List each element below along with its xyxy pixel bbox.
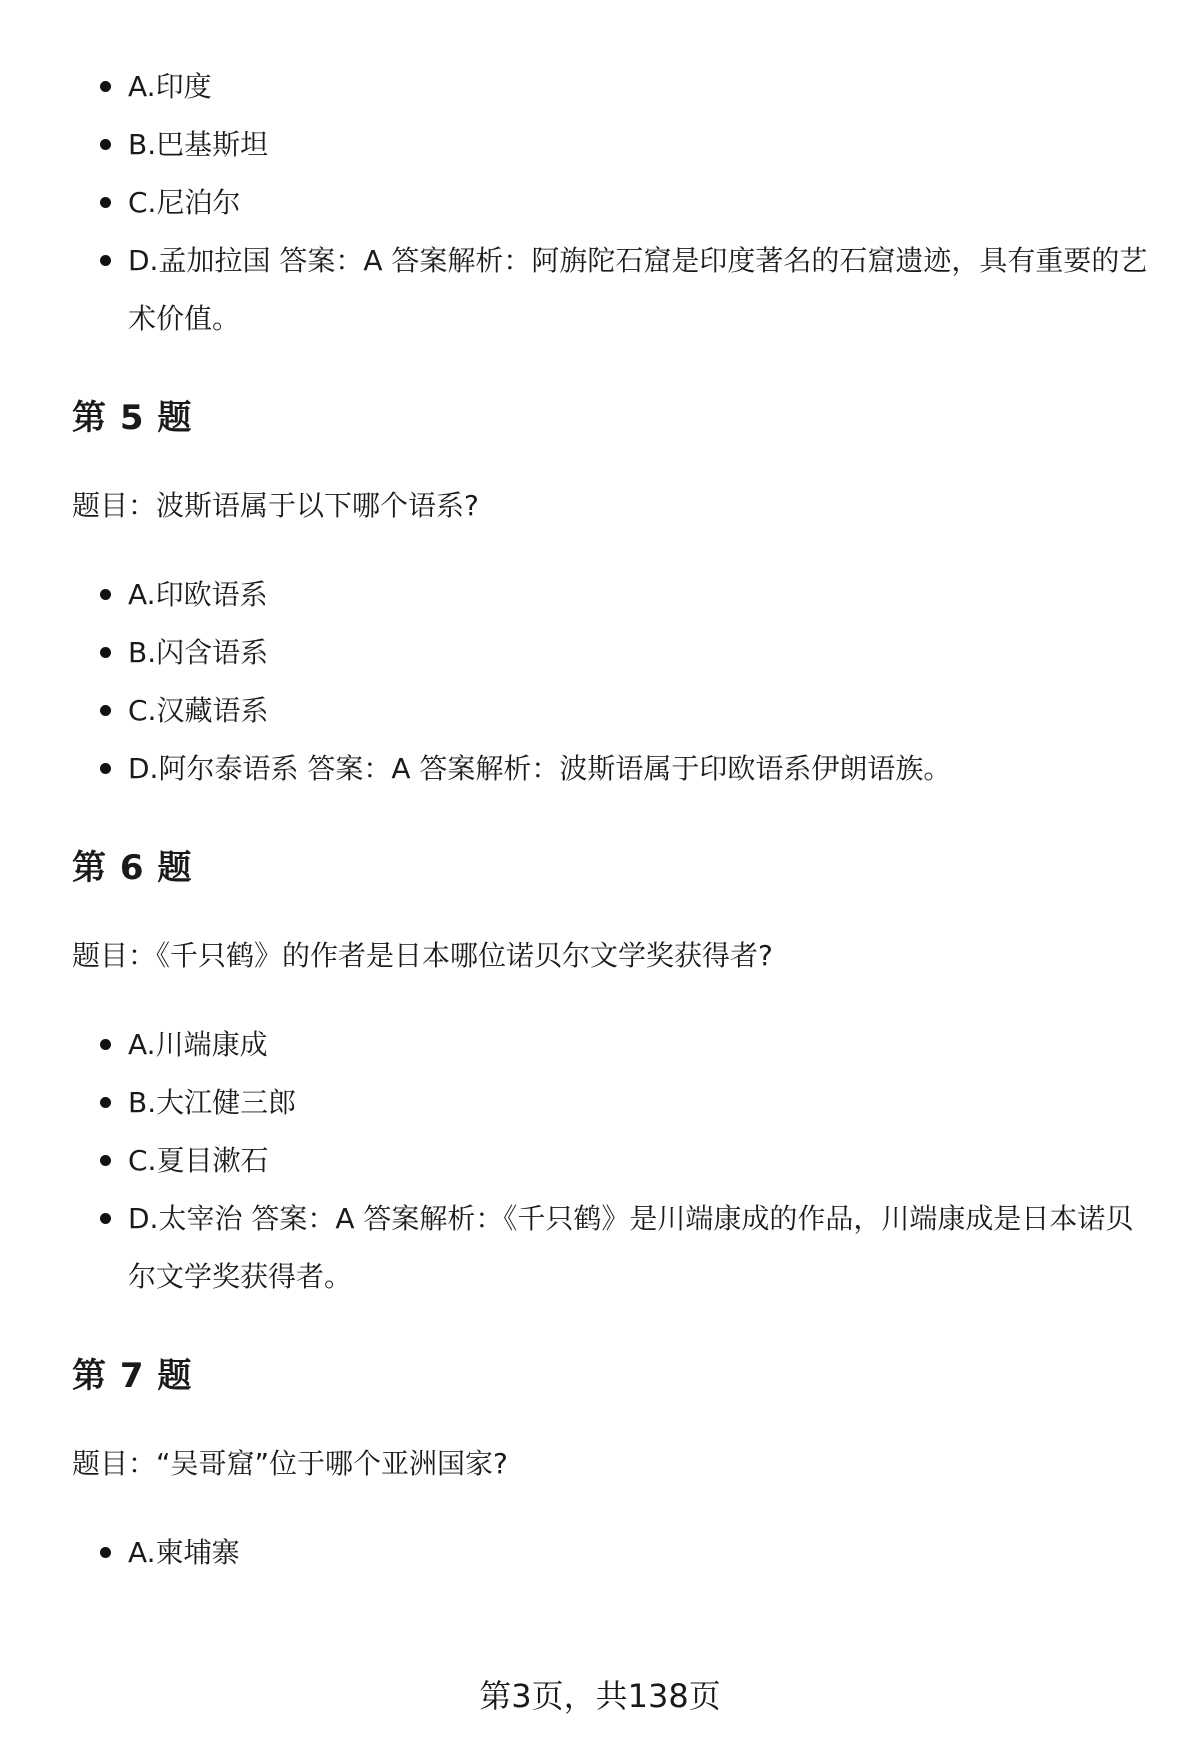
option-label: A.印欧语系 [128, 578, 268, 611]
option-label: D.孟加拉国 答案：A 答案解析：阿旃陀石窟是印度著名的石窟遗迹，具有重要的艺术价值。 [128, 244, 1148, 335]
bullet-icon [100, 763, 111, 774]
page-content [72, 58, 1152, 1582]
option-c [72, 1132, 1152, 1190]
question-options [72, 1524, 1152, 1582]
option-label: A.印度 [128, 70, 212, 103]
bullet-icon [100, 1039, 111, 1050]
option-label: D.太宰治 答案：A 答案解析：《千只鹤》是川端康成的作品，川端康成是日本诺贝尔文学奖获得者。 [128, 1202, 1134, 1293]
bullet-icon [100, 1213, 111, 1224]
option-label: B.巴基斯坦 [128, 128, 269, 161]
question-options [72, 1016, 1152, 1306]
option-d-with-answer [72, 740, 1152, 798]
question-stem: 题目：《千只鹤》的作者是日本哪位诺贝尔文学奖获得者? [72, 939, 773, 972]
option-label: C.尼泊尔 [128, 186, 241, 219]
question-heading: 第 6 题 [72, 848, 193, 888]
bullet-icon [100, 705, 111, 716]
question-stem: 题目：“吴哥窟”位于哪个亚洲国家? [72, 1447, 508, 1480]
question-heading: 第 7 题 [72, 1356, 193, 1396]
bullet-icon [100, 1547, 111, 1558]
bullet-icon [100, 589, 111, 600]
option-a [72, 1524, 1152, 1582]
option-a [72, 1016, 1152, 1074]
bullet-icon [100, 139, 111, 150]
question-6 [72, 848, 1152, 1306]
bullet-icon [100, 81, 111, 92]
option-b [72, 624, 1152, 682]
question-heading: 第 5 题 [72, 398, 193, 438]
option-label: B.闪含语系 [128, 636, 269, 669]
option-label: D.阿尔泰语系 答案：A 答案解析：波斯语属于印欧语系伊朗语族。 [128, 752, 952, 785]
question-stem: 题目：波斯语属于以下哪个语系? [72, 489, 479, 522]
option-b [72, 116, 1152, 174]
option-d-with-answer [72, 232, 1152, 348]
bullet-icon [100, 197, 111, 208]
page-indicator: 第3页，共138页 [479, 1677, 721, 1715]
option-label: B.大江健三郎 [128, 1086, 297, 1119]
option-label: A.柬埔寨 [128, 1536, 240, 1569]
option-d-with-answer [72, 1190, 1152, 1306]
option-a [72, 566, 1152, 624]
option-b [72, 1074, 1152, 1132]
bullet-icon [100, 1097, 111, 1108]
question-5 [72, 398, 1152, 798]
question-7 [72, 1356, 1152, 1582]
question-options [72, 566, 1152, 798]
bullet-icon [100, 647, 111, 658]
option-label: C.汉藏语系 [128, 694, 269, 727]
option-c [72, 682, 1152, 740]
bullet-icon [100, 1155, 111, 1166]
option-c [72, 174, 1152, 232]
option-a [72, 58, 1152, 116]
option-label: A.川端康成 [128, 1028, 268, 1061]
prev-question-options [72, 58, 1152, 348]
bullet-icon [100, 255, 111, 266]
option-label: C.夏目漱石 [128, 1144, 269, 1177]
